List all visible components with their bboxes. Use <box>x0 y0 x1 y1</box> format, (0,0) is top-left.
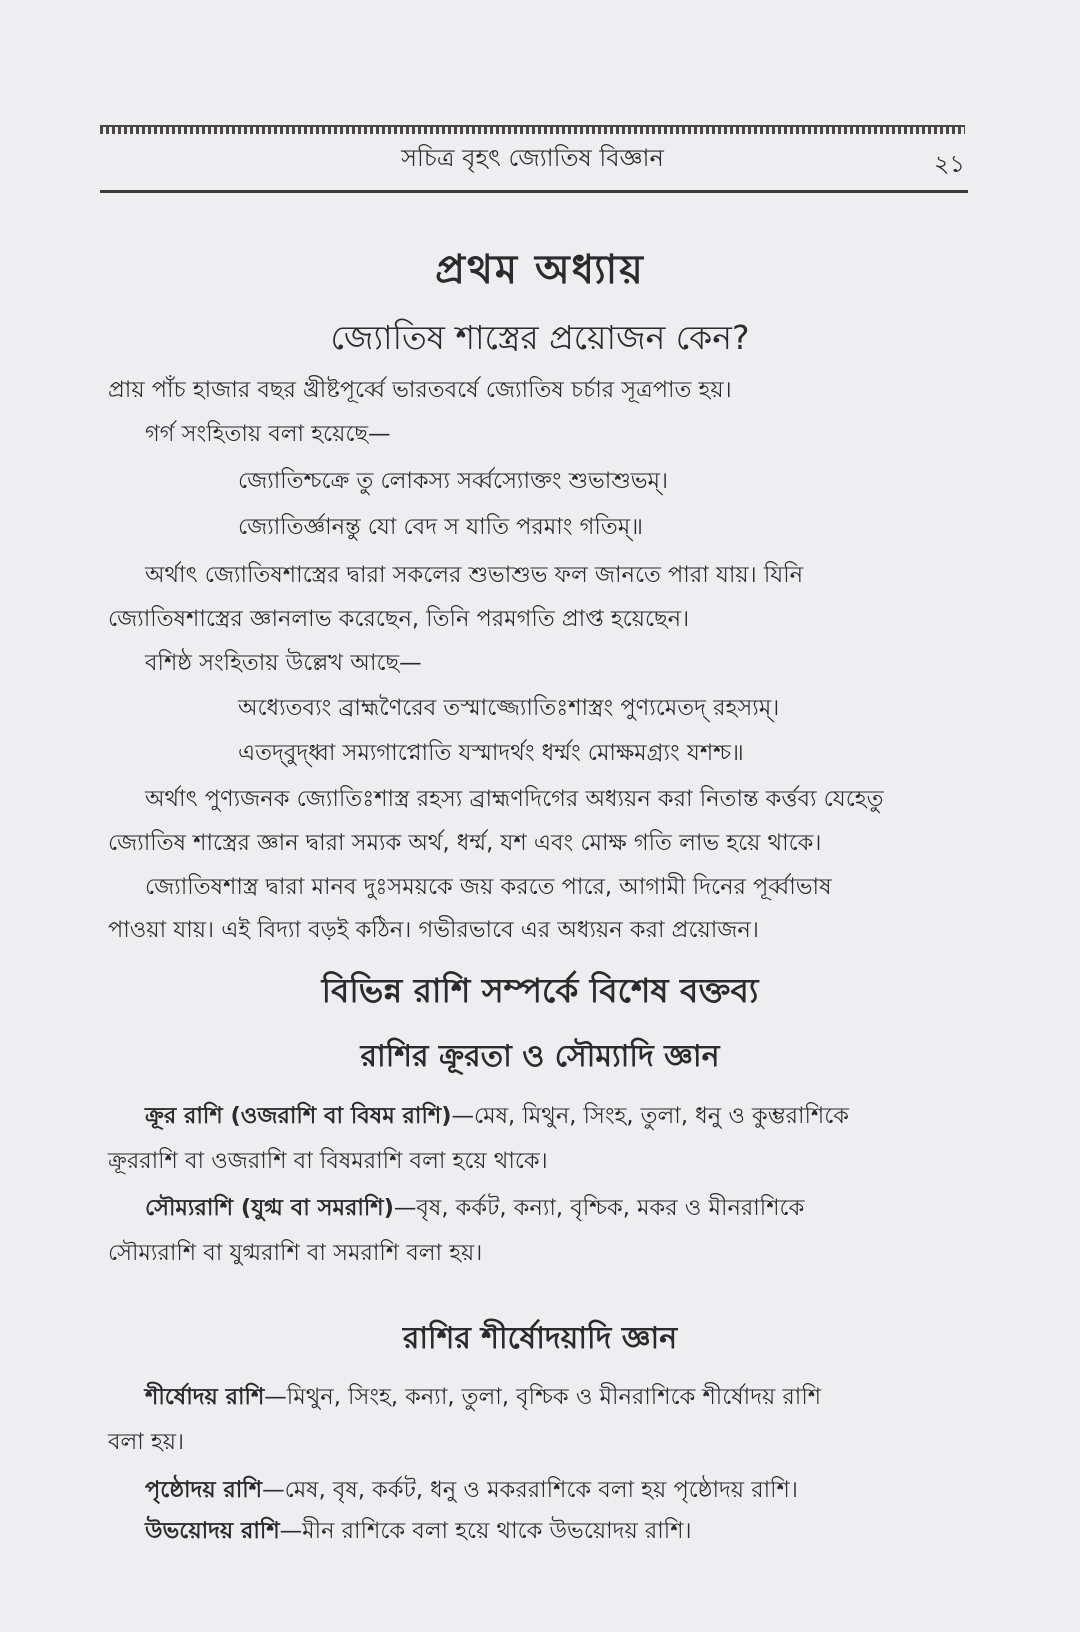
paragraph-line: জ্যোতিষশাস্ত্র দ্বারা মানব দুঃসময়কে জয় করতে পারে, আগামী দিনের পূর্ব্বাভাষ <box>145 874 832 900</box>
term-definition: —বৃষ, কর্কট, কন্যা, বৃশ্চিক, মকর ও মীনরাশিকে <box>393 1195 805 1221</box>
header-ornamental-rule <box>100 122 965 134</box>
paragraph-line: বলা হয়। <box>108 1429 185 1455</box>
paragraph-line: অর্থাৎ জ্যোতিষশাস্ত্রের দ্বারা সকলের শুভাশুভ ফল জানতে পারা যায়। যিনি <box>145 562 804 588</box>
term-definition: —মেষ, মিথুন, সিংহ, তুলা, ধনু ও কুম্ভরাশিকে <box>451 1103 850 1129</box>
verse-line: জ্যোতির্জ্ঞানন্তু যো বেদ স যাতি পরমাং গতিম্॥ <box>238 514 643 540</box>
section-heading-zodiac: বিভিন্ন রাশি সম্পর্কে বিশেষ বক্তব্য <box>321 971 759 1010</box>
paragraph-line <box>145 1513 1015 1551</box>
term-definition: —মেষ, বৃষ, কর্কট, ধনু ও মকররাশিকে বলা হয় পৃষ্ঠোদয় রাশি। <box>262 1477 798 1503</box>
verse-line: অধ্যেতব্যং ব্রাহ্মণৈরেব তস্মাজ্জ্যোতিঃশাস্ত্রং পুণ্যমেতদ্ রহস্যম্। <box>238 695 780 721</box>
term-definition: —মীন রাশিকে বলা হয়ে থাকে উভয়োদয় রাশি। <box>279 1518 692 1544</box>
verse-line: জ্যোতিশ্চক্রে তু লোকস্য সর্ব্বস্যোক্তং শুভাশুভম্। <box>238 468 669 494</box>
paragraph-line: জ্যোতিষ শাস্ত্রের জ্ঞান দ্বারা সম্যক অর্থ, ধর্ম্ম, যশ এবং মোক্ষ গতি লাভ হয়ে থাকে। <box>108 830 822 856</box>
paragraph-line: সৌম্যরাশি বা যুগ্মরাশি বা সমরাশি বলা হয়। <box>108 1240 483 1266</box>
chapter-title: প্রথম অধ্যায় <box>435 247 645 293</box>
term-bold: সৌম্যরাশি (যুগ্ম বা সমরাশি) <box>145 1195 394 1221</box>
section-heading-why-astrology: জ্যোতিষ শাস্ত্রের প্রয়োজন কেন? <box>330 318 750 357</box>
header-underline-rule <box>100 190 968 193</box>
subsection-heading-rising: রাশির শীর্ষোদয়াদি জ্ঞান <box>402 1321 678 1356</box>
paragraph-line: বশিষ্ঠ সংহিতায় উল্লেখ আছে— <box>145 650 422 676</box>
paragraph-line <box>145 1472 1015 1510</box>
verse-line: এতদ্‌বুদ্ধ্বা সম্যগাপ্নোতি যস্মাদর্থং ধর্ম্মং মোক্ষমগ্র্যং যশশ্চ॥ <box>238 740 744 766</box>
page-number: ২১ <box>933 150 965 178</box>
running-header <box>100 140 965 180</box>
paragraph-line <box>145 1190 1015 1228</box>
paragraph-line: পাওয়া যায়। এই বিদ্যা বড়ই কঠিন। গভীরভাবে এর অধ্যয়ন করা প্রয়োজন। <box>108 917 759 943</box>
paragraph-line <box>145 1379 1015 1417</box>
running-title: সচিত্র বৃহৎ জ্যোতিষ বিজ্ঞান <box>401 144 664 172</box>
paragraph-line <box>145 1098 1015 1136</box>
paragraph-line: প্রায় পাঁচ হাজার বছর খ্রীষ্টপূর্ব্বে ভারতবর্ষে জ্যোতিষ চর্চার সূত্রপাত হয়। <box>108 377 732 403</box>
paragraph-line: গর্গ সংহিতায় বলা হয়েছে— <box>145 421 391 447</box>
paragraph-line: অর্থাৎ পুণ্যজনক জ্যোতিঃশাস্ত্র রহস্য ব্রাহ্মণদিগের অধ্যয়ন করা নিতান্ত কর্ত্তব্য যেহেতু <box>145 786 884 812</box>
term-bold: পৃষ্ঠোদয় রাশি <box>145 1477 263 1503</box>
subsection-heading-cruelty: রাশির ক্রূরতা ও সৌম্যাদি জ্ঞান <box>360 1039 720 1074</box>
paragraph-line: জ্যোতিষশাস্ত্রের জ্ঞানলাভ করেছেন, তিনি পরমগতি প্রাপ্ত হয়েছেন। <box>108 606 690 632</box>
term-bold: উভয়োদয় রাশি <box>145 1518 280 1544</box>
paragraph-line: ক্রূররাশি বা ওজরাশি বা বিষমরাশি বলা হয়ে থাকে। <box>108 1148 548 1174</box>
term-definition: —মিথুন, সিংহ, কন্যা, তুলা, বৃশ্চিক ও মীনরাশিকে শীর্ষোদয় রাশি <box>264 1384 822 1410</box>
term-bold: শীর্ষোদয় রাশি <box>145 1384 265 1410</box>
term-bold: ক্রূর রাশি (ওজরাশি বা বিষম রাশি) <box>145 1103 452 1129</box>
